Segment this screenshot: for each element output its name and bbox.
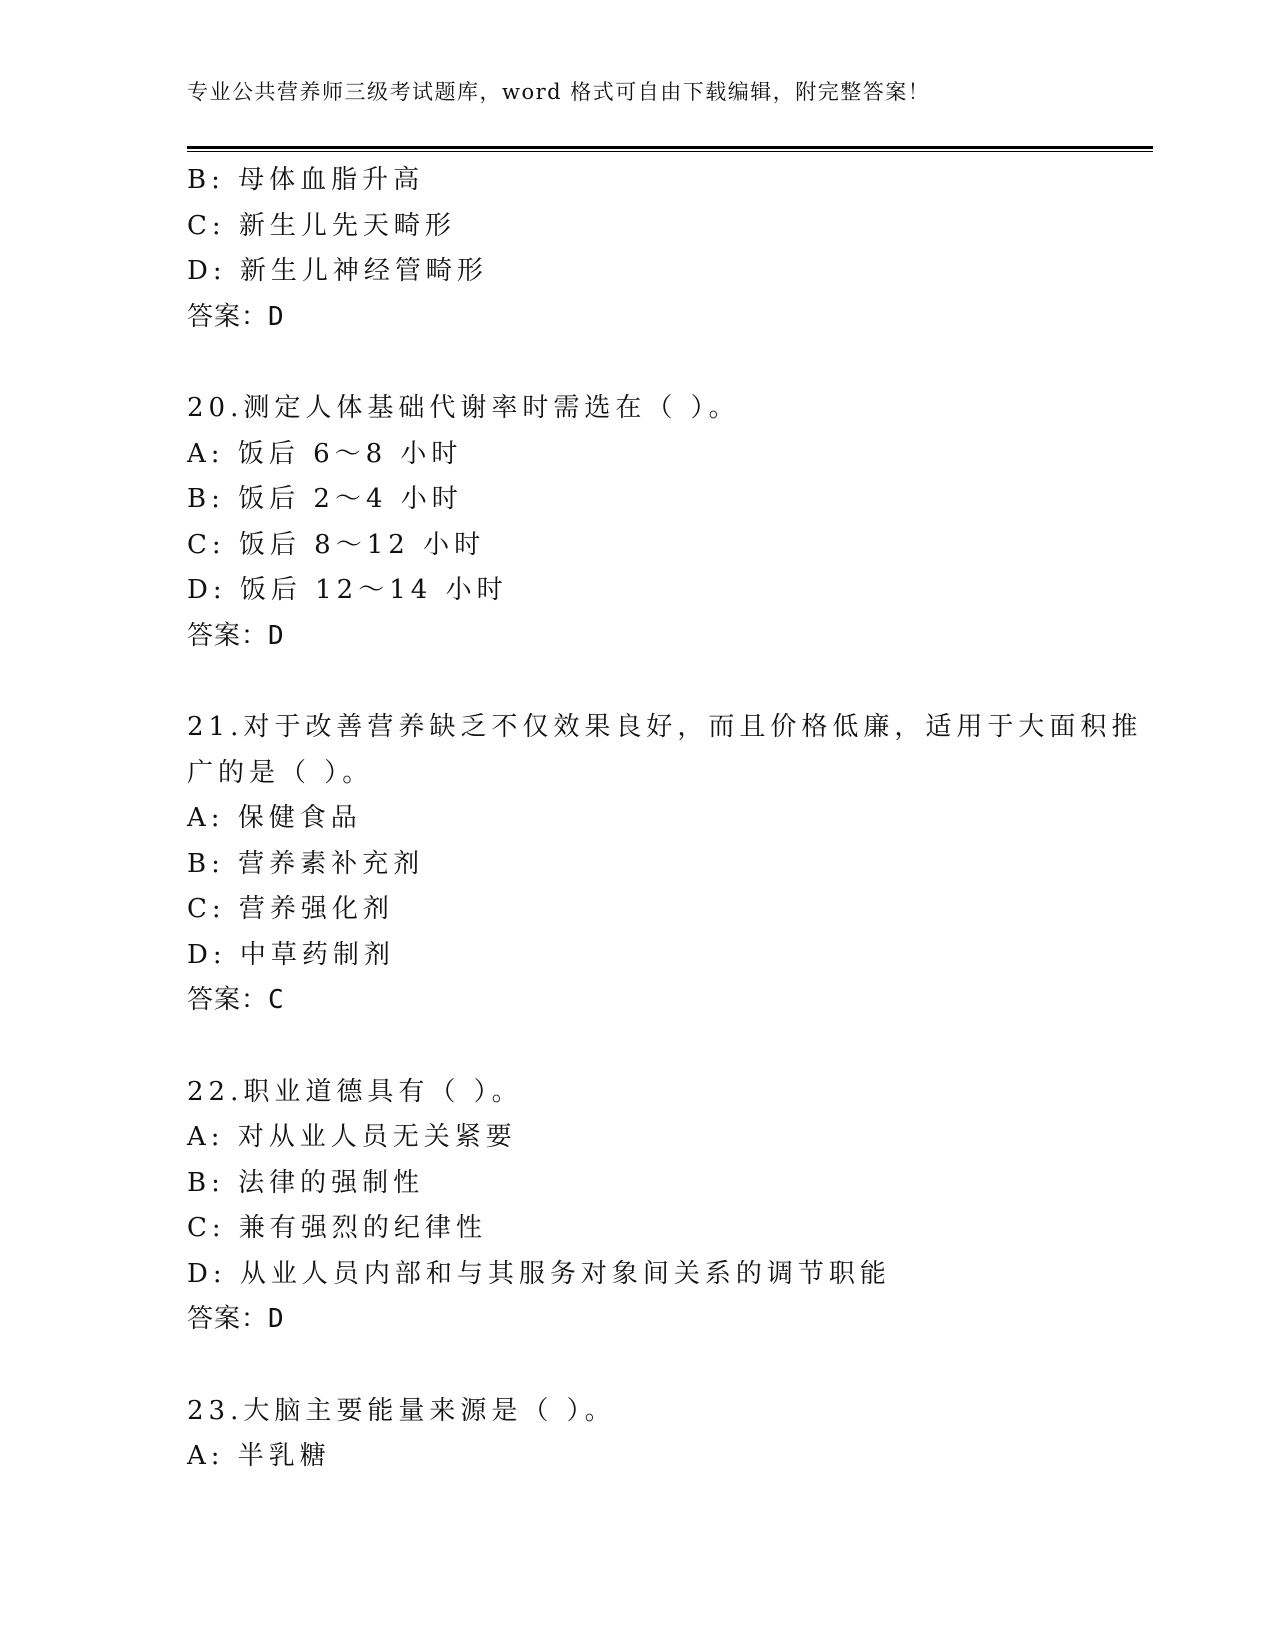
option-b: B: 饭后 2～4 小时 [187, 484, 463, 514]
question-stem: 23.大脑主要能量来源是（ ）。 [187, 1395, 616, 1426]
option-a: A: 对从业人员无关紧要 [187, 1122, 517, 1152]
question-list [187, 158, 1143, 1480]
option-c: C: 新生儿先天畸形 [187, 210, 456, 241]
option-a: A: 饭后 6～8 小时 [187, 438, 463, 469]
question-stem: 20.测定人体基础代谢率时需选在（ ）。 [187, 393, 740, 423]
option-d: D: 从业人员内部和与其服务对象间关系的调节职能 [187, 1258, 891, 1289]
answer: 答案：D [187, 1304, 285, 1334]
question-stem: 21.对于改善营养缺乏不仅效果良好，而且价格低廉，适用于大面积推 [187, 712, 1143, 742]
option-b: B: 营养素补充剂 [187, 848, 425, 879]
answer: 答案：D [187, 301, 285, 332]
option-a: A: 保健食品 [187, 803, 362, 833]
option-d: D: 饭后 12～14 小时 [187, 575, 508, 605]
question-stem: 22.职业道德具有（ ）。 [187, 1076, 523, 1107]
page-header: 专业公共营养师三级考试题库，word 格式可自由下载编辑，附完整答案！ [187, 80, 931, 104]
header-rule-thin [187, 151, 1153, 152]
answer: 答案：D [187, 620, 285, 651]
question-stem-continued: 广的是（ ）。 [187, 757, 374, 788]
question-19-tail [187, 158, 1117, 340]
question-22 [187, 1070, 1117, 1343]
option-b: B: 法律的强制性 [187, 1167, 425, 1198]
option-c: C: 营养强化剂 [187, 894, 394, 924]
option-b: B: 母体血脂升高 [187, 165, 425, 195]
option-a: A: 半乳糖 [187, 1441, 331, 1471]
question-21 [187, 705, 1143, 1024]
option-d: D: 中草药制剂 [187, 939, 395, 970]
option-c: C: 兼有强烈的纪律性 [187, 1213, 487, 1243]
option-c: C: 饭后 8～12 小时 [187, 529, 486, 560]
question-23 [187, 1389, 1117, 1480]
header-rule [187, 146, 1153, 149]
answer: 答案：C [187, 985, 285, 1015]
question-20 [187, 386, 1117, 659]
option-d: D: 新生儿神经管畸形 [187, 256, 488, 286]
